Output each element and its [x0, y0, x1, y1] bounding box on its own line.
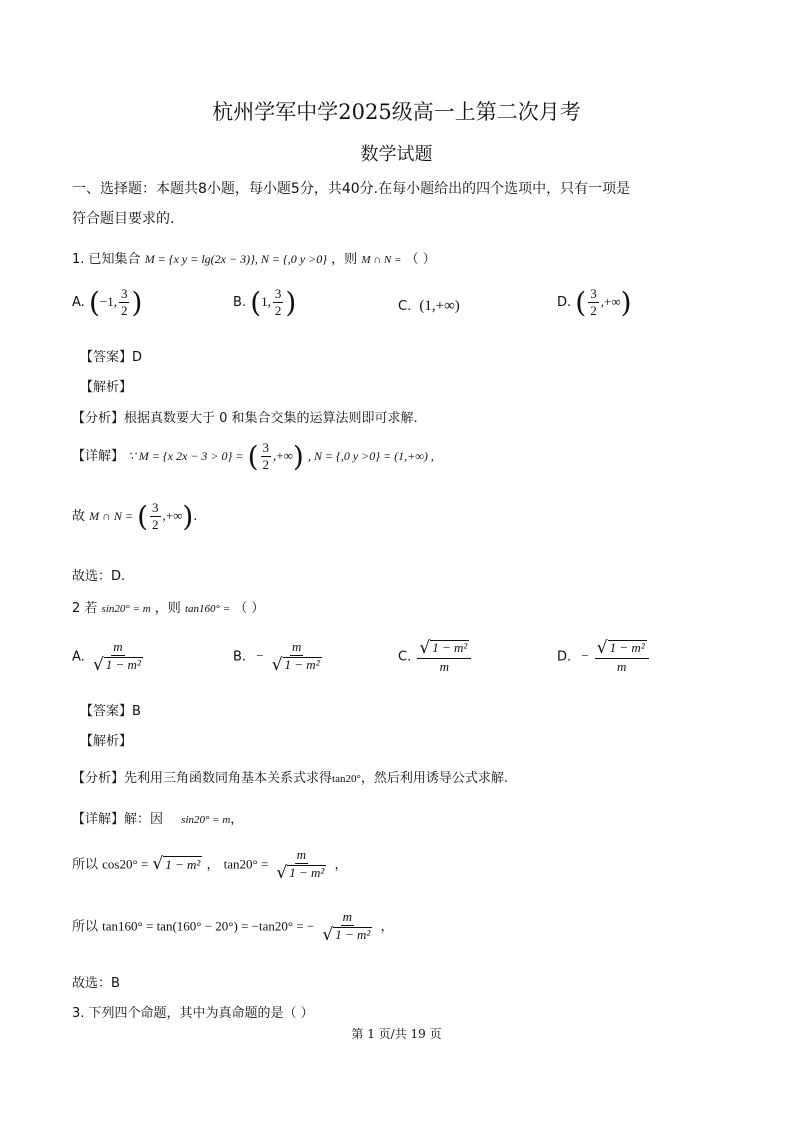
radicand: 1 − m² — [432, 640, 468, 655]
answer-value: D — [132, 350, 143, 365]
radicand: 1 − m² — [289, 864, 325, 880]
detail-expression: ∵ M = {x 2x − 3 > 0} = — [128, 449, 244, 463]
question-1-stem — [72, 248, 436, 267]
q1-option-b — [233, 286, 296, 319]
fraction-denominator: 2 — [262, 457, 270, 472]
q1-expr: M ∩ N = — [361, 254, 402, 266]
fraction-denominator: m — [617, 659, 627, 674]
q2-option-c — [398, 640, 473, 674]
fraction-numerator: m — [296, 847, 307, 862]
right-paren: ) — [131, 286, 143, 319]
left-paren: ( — [88, 286, 100, 319]
right-paren: ) — [292, 440, 304, 473]
q1-conclusion — [72, 500, 197, 533]
detail-end: ， — [230, 812, 244, 827]
tan160-expression: tan160° = tan(160° − 20°) = −tan20° = − — [102, 918, 315, 934]
option-text: ,+∞ — [600, 294, 621, 309]
q2-fenxi — [72, 767, 508, 786]
minus-sign: − — [581, 648, 589, 664]
section-instructions-line1: 一、选择题：本题共8小题，每小题5分，共40分.在每小题给出的四个选项中，只有一项是 — [72, 181, 631, 197]
q2-analysis-tag: 【解析】 — [80, 734, 133, 749]
q1-prefix: 1. 已知集合 — [72, 252, 141, 267]
fenxi-expression: tan20° — [332, 773, 361, 785]
right-paren: ) — [620, 286, 632, 319]
radicand: 1 − m² — [609, 640, 645, 655]
answer-tag: 【答案】 — [80, 704, 133, 719]
paper-title: 杭州学军中学2025级高一上第二次月考 — [212, 100, 581, 124]
fraction-numerator: 3 — [590, 286, 597, 302]
fraction-numerator: m — [342, 909, 353, 924]
q1-sets: M = {x y = lg(2x − 3)}, N = {,0 y >0} — [144, 252, 328, 266]
detail-expression: ,+∞ — [273, 448, 293, 463]
line-prefix: 所以 — [72, 919, 99, 935]
q2-option-b — [233, 640, 326, 674]
conclusion-end: . — [193, 509, 198, 524]
fraction-numerator: 3 — [152, 500, 159, 516]
option-label: D. — [557, 295, 572, 310]
option-text: (1,+∞) — [419, 298, 460, 314]
q1-detail — [72, 440, 434, 473]
fraction-numerator: 3 — [120, 286, 128, 302]
q1-choice: 故选：D. — [72, 569, 126, 584]
q2-answer — [80, 700, 141, 719]
radicand: 1 − m² — [335, 926, 371, 942]
conclusion-expression: M ∩ N = — [89, 509, 133, 523]
cos-expression: cos20° = — [102, 856, 149, 872]
radicand: 1 − m² — [284, 656, 320, 672]
section-instructions-line2: 符合题目要求的. — [72, 211, 175, 227]
right-paren: ) — [182, 500, 194, 533]
q1-fenxi — [72, 407, 418, 426]
detail-text: 解：因 — [124, 812, 164, 827]
sqrt-icon: √ — [419, 638, 431, 658]
fenxi-text: ，然后利用诱导公式求解. — [360, 771, 509, 786]
fraction-denominator: 2 — [120, 303, 128, 318]
fenxi-text: 根据真数要大于 0 和集合交集的运算法则即可求解. — [124, 411, 418, 426]
q2-then: ，则 — [154, 601, 181, 616]
q2-prefix: 2 若 — [72, 601, 98, 616]
q2-line-tan160 — [72, 910, 393, 944]
q1-paren: （ ） — [405, 252, 436, 267]
line-end: ， — [380, 919, 394, 935]
conclusion-prefix: 故 — [72, 509, 86, 524]
tan-expression: tan20° = — [223, 856, 269, 872]
fraction-numerator: m — [291, 639, 302, 654]
sqrt-icon: √ — [271, 654, 283, 675]
option-label: B. — [233, 295, 247, 310]
q1-option-d — [557, 286, 632, 319]
fenxi-text: 先利用三角函数同角基本关系式求得 — [124, 771, 333, 786]
line-prefix: 所以 — [72, 857, 99, 873]
sqrt-icon: √ — [152, 854, 164, 875]
left-paren: ( — [250, 286, 262, 319]
option-label: A. — [72, 649, 85, 665]
xiangjie-tag: 【详解】 — [72, 812, 125, 827]
q2-detail — [72, 808, 243, 827]
separator: ， — [206, 857, 220, 873]
question-2-stem — [72, 597, 264, 616]
detail-expression: , N = {,0 y >0} = (1,+∞) , — [307, 449, 434, 463]
option-label: B. — [233, 649, 247, 665]
q1-then: ，则 — [331, 252, 358, 267]
question-3-stem: 3. 下列四个命题，其中为真命题的是（ ） — [72, 1006, 314, 1021]
left-paren: ( — [575, 286, 587, 319]
option-label: A. — [72, 295, 85, 310]
option-label: C. — [398, 649, 412, 665]
fraction-denominator: 2 — [152, 517, 159, 532]
option-text: −1, — [99, 294, 117, 309]
q2-choice: 故选：B — [72, 976, 120, 991]
conclusion-expression: ,+∞ — [162, 508, 183, 523]
right-paren: ) — [285, 286, 297, 319]
detail-expression: sin20° = m — [181, 814, 231, 826]
left-paren: ( — [137, 500, 148, 533]
option-text: 1, — [261, 294, 271, 309]
fraction-numerator: m — [113, 639, 123, 654]
left-paren: ( — [247, 440, 259, 473]
sqrt-icon: √ — [322, 924, 334, 945]
q2-option-d — [557, 640, 651, 674]
q2-given: sin20° = m — [101, 603, 151, 615]
q2-paren: （ ） — [234, 601, 265, 616]
q2-expr: tan160° = — [184, 603, 231, 615]
q2-line-cos-tan — [72, 848, 347, 882]
q1-answer — [80, 346, 142, 365]
fenxi-tag: 【分析】 — [72, 771, 125, 786]
page-number: 第 1 页/共 19 页 — [351, 1027, 442, 1041]
option-label: D. — [557, 649, 572, 665]
answer-value: B — [132, 704, 141, 719]
fraction-numerator: 3 — [274, 286, 282, 302]
fraction-denominator: m — [439, 659, 449, 674]
fraction-denominator: 2 — [590, 303, 597, 318]
xiangjie-tag: 【详解】 — [72, 449, 125, 464]
radicand: 1 − m² — [165, 857, 201, 873]
line-end: ， — [334, 857, 348, 873]
answer-tag: 【答案】 — [80, 350, 133, 365]
minus-sign: − — [256, 648, 264, 664]
sqrt-icon: √ — [276, 862, 288, 883]
paper-subtitle: 数学试题 — [360, 144, 433, 165]
fraction-numerator: 3 — [262, 440, 270, 456]
q2-option-a — [72, 640, 147, 674]
radicand: 1 − m² — [105, 656, 141, 672]
q1-option-c — [398, 298, 460, 315]
fraction-denominator: 2 — [274, 303, 282, 318]
q1-analysis-tag: 【解析】 — [80, 380, 133, 395]
sqrt-icon: √ — [596, 638, 608, 658]
fenxi-tag: 【分析】 — [72, 411, 125, 426]
option-label: C. — [398, 299, 412, 314]
q1-option-a — [72, 286, 142, 319]
sqrt-icon: √ — [92, 654, 104, 675]
